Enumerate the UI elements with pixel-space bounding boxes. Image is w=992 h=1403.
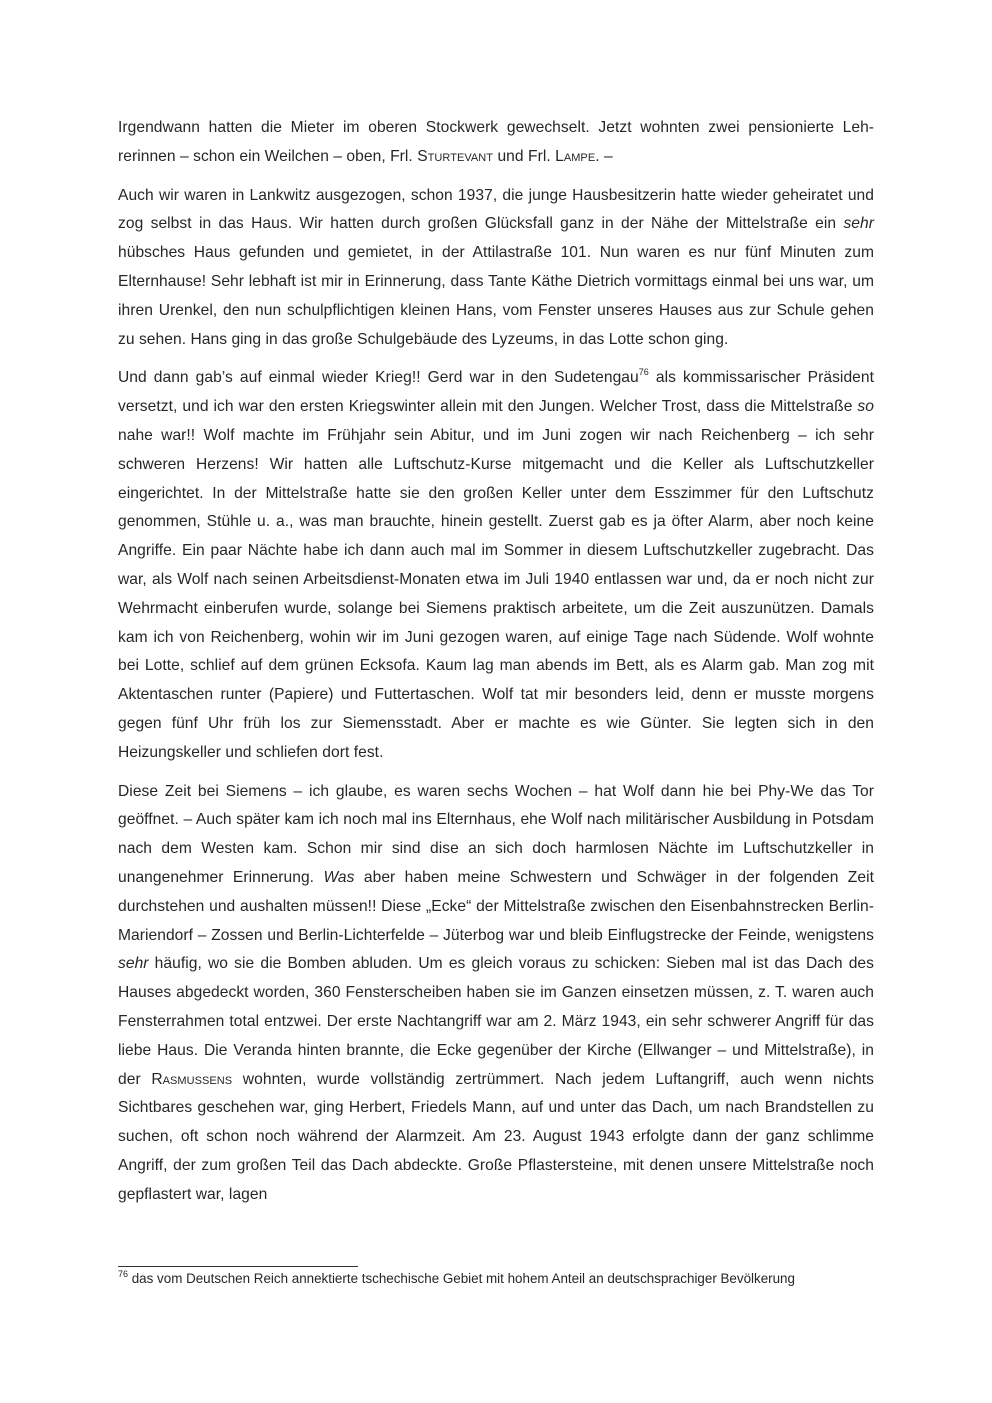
text-run: wohnten, wurde vollständig zertrümmert. Nach jedem Luftangriff, auch wenn nichts Sichtbares geschehen war, ging Herbert, Friedels Mann, auf und unter das Dach, um nach Brandstellen zu suchen, oft schon noch während der Alarmzeit. Am 23. August 1943 erfolgte dann der ganz schlimme Angriff, der zum großen Teil das Dach abdeckte. Große Pflastersteine, mit denen unsere Mittelstraße noch gepflastert war, lagen [118,1070,874,1203]
text-run: Und dann gab’s auf einmal wieder Krieg!! Gerd war in den Sudetengau [118,369,639,387]
emphasis-text: sehr [843,215,874,233]
surname-smallcaps: Rasmussens [151,1070,233,1088]
text-run: Irgendwann hatten die Mieter im oberen Stockwerk gewechselt. Jetzt wohnten zwei pensionierte Lehrerinnen – schon ein Weilchen – oben, Frl. [118,119,874,165]
footnote [118,1270,874,1287]
emphasis-text: so [857,398,874,416]
paragraph [118,114,874,172]
document-body [118,114,874,1219]
footnote-number: 76 [118,1268,129,1279]
surname-smallcaps: Lampe [555,147,596,165]
text-run: nahe war!! Wolf machte im Frühjahr sein Abitur, und im Juni zogen wir nach Reichenberg – ich sehr schweren Herzens! Wir hatten alle Luftschutz-Kurse mitgemacht und die Keller als Luftschutzkeller eingerichtet. In der Mittelstraße hatte sie den großen Keller unter dem Esszimmer für den Luftschutz genommen, Stühle u. a., was man brauchte, hinein gestellt. Zuerst gab es ja öfter Alarm, aber noch keine Angriffe. Ein paar Nächte habe ich dann auch mal im Sommer in diesem Luftschutzkeller zugebracht. Das war, als Wolf nach seinen Arbeitsdienst-Monaten etwa im Juli 1940 entlassen war und, da er noch nicht zur Wehrmacht einberufen wurde, solange bei Siemens praktisch arbeitete, um die Zeit auszunützen. Damals kam ich von Reichenberg, wohin wir im Juni gezogen waren, auf einige Tage nach Südende. Wolf wohnte bei Lotte, schlief auf dem grünen Ecksofa. Kaum lag man abends im Bett, als es Alarm gab. Man zog mit Aktentaschen runter (Papiere) und Futtertaschen. Wolf tat mir besonders leid, denn er musste morgens gegen fünf Uhr früh los zur Siemensstadt. Aber er machte es wie Günter. Sie legten sich in den Heizungskeller und schliefen dort fest. [118,426,874,761]
paragraph [118,778,874,1210]
text-run: als kommissarischer Präsident versetzt, und ich war den ersten Kriegswinter allein mit den Jungen. Welcher Trost, dass die Mittelstraße [118,369,874,416]
emphasis-text: sehr [118,955,149,973]
surname-smallcaps: Sturtevant [417,147,494,165]
footnote-text: das vom Deutschen Reich annektierte tschechische Gebiet mit hohem Anteil an deutschsprachiger Bevölkerung [128,1271,795,1286]
paragraph [118,182,874,355]
text-run: Auch wir waren in Lankwitz ausgezogen, schon 1937, die junge Hausbesitzerin hatte wieder geheiratet und zog selbst in das Haus. Wir hatten durch großen Glücksfall ganz in der Nähe der Mittelstraße ein [118,186,874,233]
emphasis-text: Was [323,868,355,886]
text-run: hübsches Haus gefunden und gemietet, in der Attilastraße 101. Nun waren es nur fünf Minuten zum Elternhause! Sehr lebhaft ist mir in Erinnerung, dass Tante Käthe Dietrich vormittags einmal bei uns war, um ihren Urenkel, den nun schulpflichtigen kleinen Hans, vom Fenster unseres Hauses aus zur Schule gehen zu sehen. Hans ging in das große Schulgebäude des Lyzeums, in das Lotte schon ging. [118,244,874,348]
text-run: und Frl. [493,147,556,165]
footnote-reference: 76 [638,367,649,378]
text-run: . – [595,147,613,165]
text-run: Diese Zeit bei Siemens – ich glaube, es waren sechs Wochen – hat Wolf dann hie bei Phy-We das Tor geöffnet. – Auch später kam ich noch mal ins Elternhaus, ehe Wolf nach militärischer Ausbildung in Potsdam nach dem Westen kam. Schon mir sind dise an sich doch harmlosen Nächte im Luftschutzkeller in unangenehmer Erinnerung. [118,782,874,886]
text-run: häufig, wo sie die Bomben abluden. Um es gleich voraus zu schicken: Sieben mal ist das Dach des Hauses abgedeckt worden, 360 Fensterscheiben haben sie im Ganzen einsetzen müssen, z. T. waren auch Fensterrahmen total entzwei. Der erste Nachtangriff war am 2. März 1943, ein sehr schwerer Angriff für das liebe Haus. Die Veranda hinten brannte, die Ecke gegenüber der Kirche (Ellwanger – und Mittelstraße), in der [118,955,874,1088]
footnote-separator [118,1266,358,1267]
paragraph [118,364,874,767]
text-run: aber haben meine Schwestern und Schwäger in der folgenden Zeit durchstehen und aushalten müssen!! Diese „Ecke“ der Mittelstraße zwischen den Eisenbahnstrecken Berlin-Mariendorf – Zossen und Berlin-Lichterfelde – Jüterbog war und bleib Einflugstrecke der Feinde, wenigstens [118,868,874,944]
